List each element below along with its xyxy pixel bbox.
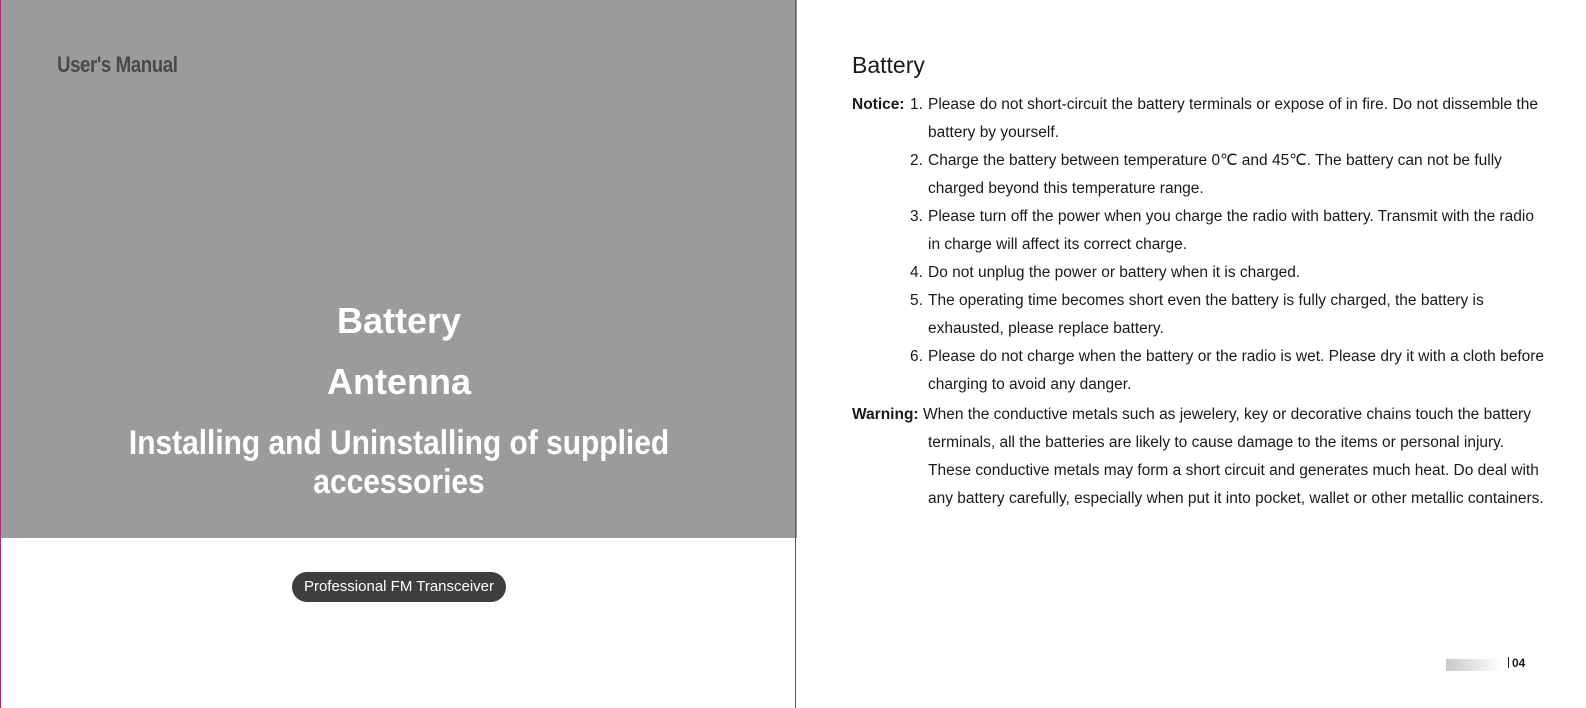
manual-header: User's Manual: [57, 52, 178, 77]
notice-item-number: 1.: [910, 96, 923, 113]
notice-item-number: 6.: [910, 348, 923, 365]
notice-item: [910, 287, 1550, 343]
notice-item: [910, 203, 1550, 259]
notice-item-text: Do not unplug the power or battery when it is charged.: [928, 264, 1301, 281]
notice-item: [910, 259, 1550, 287]
page-fold-divider: [795, 0, 796, 708]
notice-item-text: Please turn off the power when you charge the radio with battery. Transmit with the radio in charge will affect its correct charge.: [928, 208, 1534, 253]
notice-item: [910, 147, 1550, 203]
right-page: [797, 0, 1586, 708]
warning-label: Warning:: [852, 406, 919, 423]
notice-item-number: 4.: [910, 264, 923, 281]
cover-title-accessories: Installing and Uninstalling of supplied accessories: [128, 424, 670, 501]
product-badge: Professional FM Transceiver: [292, 572, 506, 602]
notice-label: Notice:: [852, 96, 905, 113]
cover-title-battery: Battery: [336, 300, 462, 341]
page-number: 04: [1508, 656, 1525, 670]
notice-item-text: Please do not charge when the battery or the radio is wet. Please dry it with a cloth before charging to avoid any danger.: [928, 348, 1545, 393]
notice-item-number: 3.: [910, 208, 923, 225]
notice-list: [910, 91, 1550, 399]
notice-item-text: Please do not short-circuit the battery terminals or expose of in fire. Do not dissemble the battery by yourself.: [928, 96, 1538, 141]
notice-item-text: The operating time becomes short even the battery is fully charged, the battery is exhausted, please replace battery.: [928, 292, 1484, 337]
notice-item: [910, 343, 1550, 399]
cover-title-antenna: Antenna: [327, 361, 471, 402]
warning-text: When the conductive metals such as jewelery, key or decorative chains touch the battery terminals, all the batteries are likely to cause damage to the items or personal injury. These conductive metals may form a short circuit and generates much heat. Do deal with any battery carefully, especially when put it into pocket, wallet or other metallic containers.: [923, 406, 1544, 507]
notice-item: [910, 91, 1550, 147]
page-number-bar: [1446, 659, 1502, 671]
section-title: Battery: [852, 52, 925, 78]
notice-item-number: 5.: [910, 292, 923, 309]
notice-item-text: Charge the battery between temperature 0℃ and 45℃. The battery can not be fully charged beyond this temperature range.: [928, 152, 1502, 197]
notice-item-number: 2.: [910, 152, 923, 169]
